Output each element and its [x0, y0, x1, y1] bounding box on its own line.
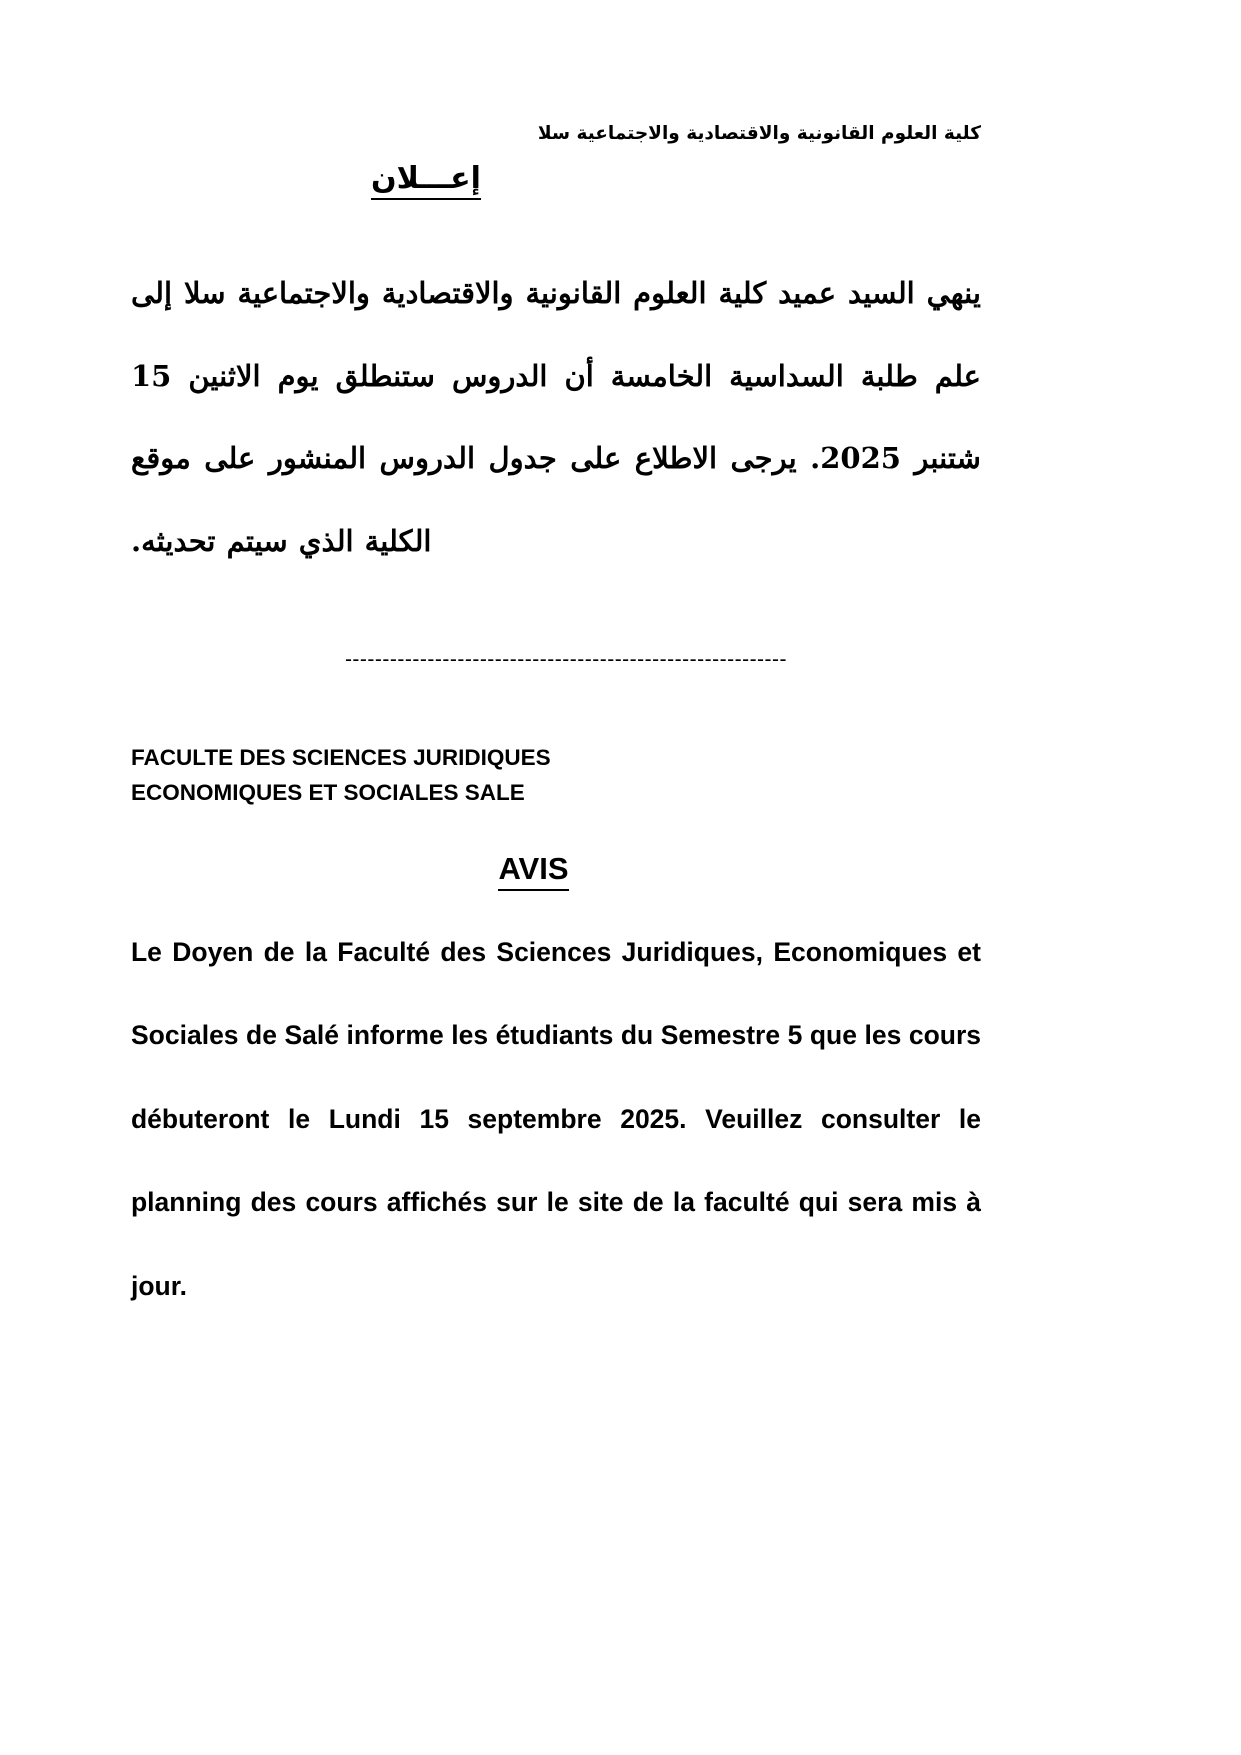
arabic-title-row	[131, 145, 981, 200]
arabic-notice-body: ينهي السيد عميد كلية العلوم القانونية والاقتصادية والاجتماعية سلا إلى علم طلبة السداسية الخامسة أن الدروس ستنطلق يوم الاثنين 15 شتنبر 2025. يرجى الاطلاع على جدول الدروس المنشور على موقع الكلية الذي سيتم تحديثه.	[131, 276, 981, 559]
french-notice-title: AVIS	[498, 850, 568, 890]
document-content	[131, 0, 981, 1328]
french-faculty-header	[131, 741, 981, 811]
arabic-notice-section	[131, 0, 981, 583]
arabic-notice-title: إعـــلان	[371, 161, 481, 200]
french-notice-body: Le Doyen de la Faculté des Sciences Juridiques, Economiques et Sociales de Salé informe les étudiants du Semestre 5 que les cours débuteront le Lundi 15 septembre 2025. Veuillez consulter le planning des cours affichés sur le site de la faculté qui sera mis à jour.	[131, 936, 981, 1301]
french-faculty-header-line-1: FACULTE DES SCIENCES JURIDIQUES	[131, 744, 551, 770]
french-faculty-header-line-2: ECONOMIQUES ET SOCIALES SALE	[131, 779, 525, 805]
french-notice-section	[131, 671, 981, 1328]
arabic-faculty-header: كلية العلوم القانونية والاقتصادية والاجتماعية سلا	[537, 123, 981, 144]
dashed-separator: -----------------------------------------------------------	[344, 647, 788, 671]
french-title-row	[131, 810, 981, 890]
separator-row	[131, 583, 981, 671]
